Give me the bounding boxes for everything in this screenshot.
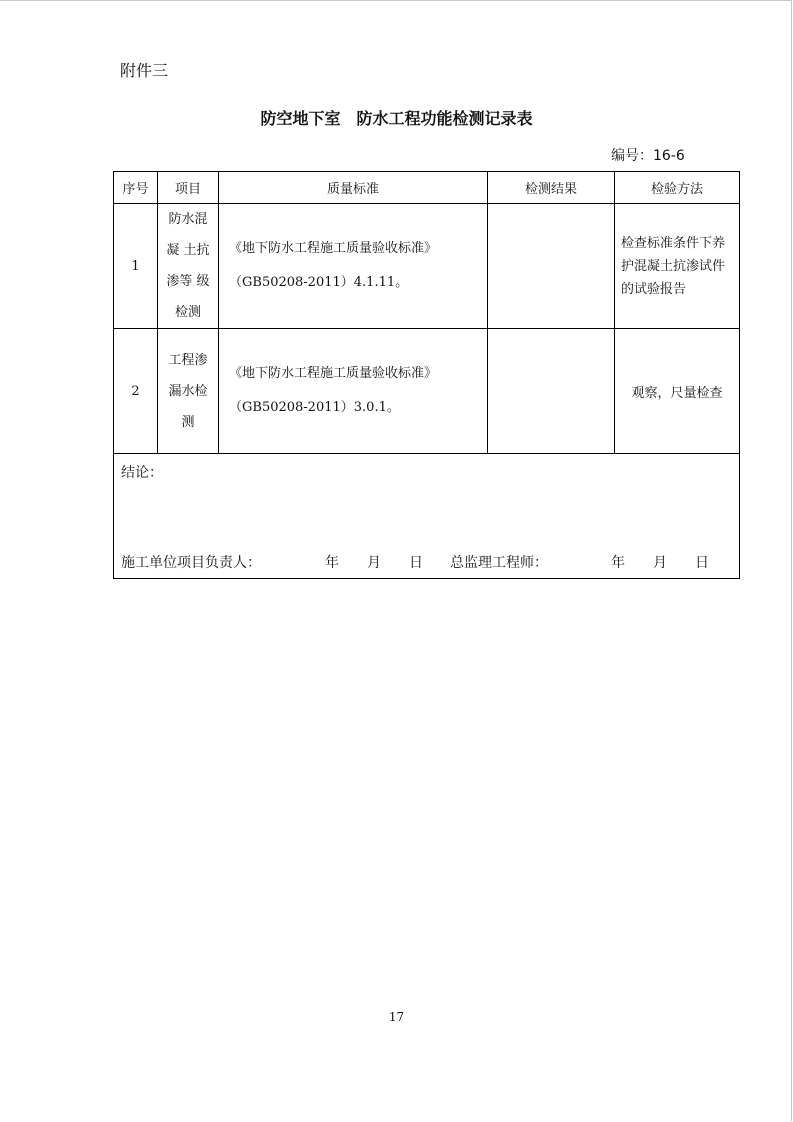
standard-line: （GB50208-2011）3.0.1。	[229, 400, 400, 415]
row-standard	[219, 329, 488, 454]
row-index: 2	[114, 329, 158, 454]
table-header-row	[114, 172, 740, 204]
conclusion-label: 结论：	[121, 465, 163, 481]
title-part-2: 防水工程功能检测记录表	[356, 109, 533, 128]
item-line: 凝 土抗	[166, 243, 210, 258]
contractor-date-day: 日	[409, 555, 423, 571]
row-standard	[219, 204, 488, 329]
standard-line: 《地下防水工程施工质量验收标准》	[229, 241, 438, 256]
header-item: 项目	[158, 172, 219, 204]
row-result	[488, 329, 615, 454]
header-result: 检测结果	[488, 172, 615, 204]
standard-line: 《地下防水工程施工质量验收标准》	[229, 366, 438, 381]
standard-line: （GB50208-2011）4.1.11。	[229, 275, 409, 290]
item-line: 渗等 级	[166, 274, 210, 289]
contractor-date-month: 月	[367, 555, 381, 571]
supervisor-date-month: 月	[653, 555, 667, 571]
item-line: 测	[181, 414, 195, 430]
supervisor-label: 总监理工程师：	[450, 555, 548, 571]
table-row	[114, 329, 740, 454]
conclusion-row	[114, 454, 740, 579]
header-standard: 质量标准	[219, 172, 488, 204]
contractor-label: 施工单位项目负责人：	[121, 555, 261, 571]
item-line: 检测	[174, 305, 201, 320]
method-line: 检查标准条件下养	[621, 235, 726, 251]
title-part-1: 防空地下室	[260, 109, 341, 128]
attachment-label: 附件三	[120, 61, 169, 80]
page-title	[0, 106, 793, 129]
header-index: 序号	[114, 172, 158, 204]
header-method: 检验方法	[615, 172, 740, 204]
row-item	[158, 329, 219, 454]
method-line: 护混凝土抗渗试件	[621, 258, 726, 274]
row-method: 观察，尺量检查	[615, 329, 740, 454]
conclusion-cell	[114, 454, 740, 579]
row-item	[158, 204, 219, 329]
row-method	[615, 204, 740, 329]
supervisor-date-day: 日	[695, 555, 709, 571]
supervisor-date-year: 年	[611, 555, 625, 571]
row-result	[488, 204, 615, 329]
item-line: 防水混	[168, 212, 208, 227]
method-line: 的试验报告	[621, 281, 687, 297]
record-table	[113, 171, 740, 579]
item-line: 工程渗	[168, 352, 208, 368]
row-index: 1	[114, 204, 158, 329]
document-code: 编号：16-6	[611, 148, 685, 164]
contractor-date-year: 年	[325, 555, 339, 571]
table-row	[114, 204, 740, 329]
item-line: 漏水检	[168, 383, 208, 399]
page-number: 17	[388, 1010, 405, 1024]
